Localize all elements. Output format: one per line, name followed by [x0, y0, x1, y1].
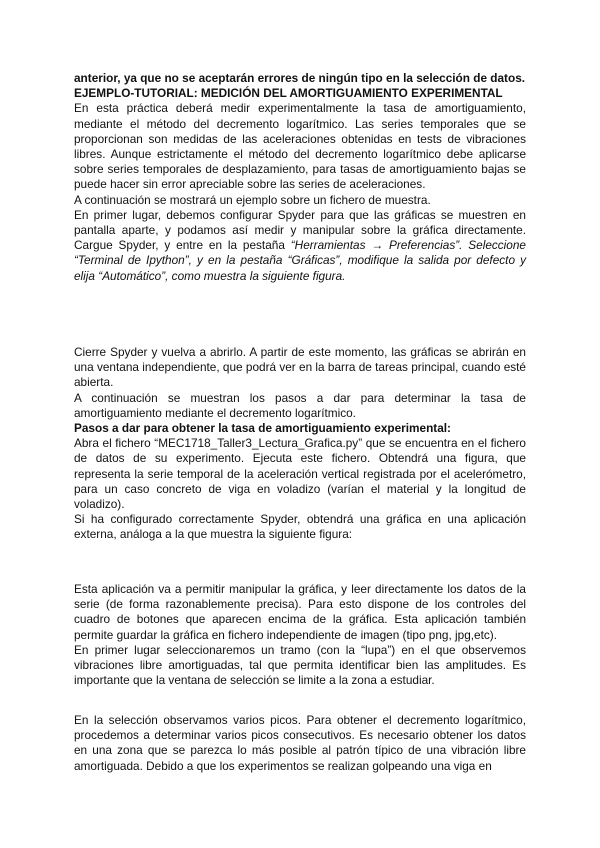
spyder-config-text: En primer lugar, debemos configurar Spyder para que las gráficas se muestren en pantalla aparte, y podamos así medir y manipular sobre la gráfica directamente. Cargue Spyder, y entre en la pestaña: [74, 207, 526, 253]
paragraph-spyder-config: [74, 208, 526, 284]
paragraph-peaks: En la selección observamos varios picos. Para obtener el decremento logarítmico, procedemos a determinar varios picos consecutivos. Es necesario obtener los datos en una zona que se parezca lo más posible al patrón típico de una vibración libre amortiguada. Debido a que los experimentos se realizan golpeando una viga en: [74, 713, 526, 773]
continuation-text: anterior, ya que no se aceptarán errores de ningún tipo en la selección de datos.: [74, 71, 526, 85]
tutorial-heading: EJEMPLO-TUTORIAL: MEDICIÓN DEL AMORTIGUAMIENTO EXPERIMENTAL: [74, 86, 503, 101]
steps-heading: Pasos a dar para obtener la tasa de amortiguamiento experimental:: [74, 421, 451, 436]
spyder-config-italic: “Herramientas → Preferencias”. Seleccione “Terminal de Ipython”, y en la pestaña “Gráficas”, modifique la salida por defecto y elija “Automático”, como muestra la siguiente figura.: [74, 238, 526, 283]
section-four: [74, 713, 526, 774]
section-three: [74, 582, 526, 688]
paragraph-steps-intro: A continuación se muestran los pasos a dar para determinar la tasa de amortiguamiento mediante el decremento logarítmico.: [74, 390, 526, 420]
paragraph-example: A continuación se mostrará un ejemplo sobre un fichero de muestra.: [74, 192, 431, 207]
intro-section: [74, 71, 526, 284]
paragraph-app-controls: Esta aplicación va a permitir manipular la gráfica, y leer directamente los datos de la serie (de forma razonablemente precisa). Para esto dispone de los controles del cuadro de botones que aparecen encima de la gráfica. Esta aplicación también permite guardar la gráfica en fichero independiente de imagen (tipo png, jpg,etc).: [74, 582, 526, 642]
paragraph-zoom-selection: En primer lugar seleccionaremos un tramo (con la “lupa”) en el que observemos vibraciones libre amortiguadas, tal que permita identificar bien las amplitudes. Es importante que la ventana de selección se limite a la zona a estudiar.: [74, 642, 526, 688]
section-two: [74, 345, 526, 543]
paragraph-method: En esta práctica deberá medir experimentalmente la tasa de amortiguamiento, mediante el método del decremento logarítmico. Las series temporales que se proporcionan son medidas de las aceleraciones obtenidas en tests de vibraciones libres. Aunque estrictamente el método del decremento logarítmico debe aplicarse sobre series temporales de desplazamiento, para tasas de amortiguamiento bajas se puede hacer sin error apreciable sobre las series de aceleraciones.: [74, 101, 526, 192]
paragraph-open-file: Abra el fichero “MEC1718_Taller3_Lectura_Grafica.py” que se encuentra en el fichero de datos de su experimento. Ejecuta este fichero. Obtendrá una figura, que representa la serie temporal de la aceleración vertical registrada por el acelerómetro, para un caso concreto de viga en voladizo (varían el material y la longitud de voladizo).: [74, 436, 526, 512]
paragraph-figure-intro: Si ha configurado correctamente Spyder, obtendrá una gráfica en una aplicación externa, análoga a la que muestra la siguiente figura:: [74, 512, 526, 542]
paragraph-restart: Cierre Spyder y vuelva a abrirlo. A partir de este momento, las gráficas se abrirán en una ventana independiente, que podrá ver en la barra de tareas principal, cuando esté abierta.: [74, 345, 526, 390]
